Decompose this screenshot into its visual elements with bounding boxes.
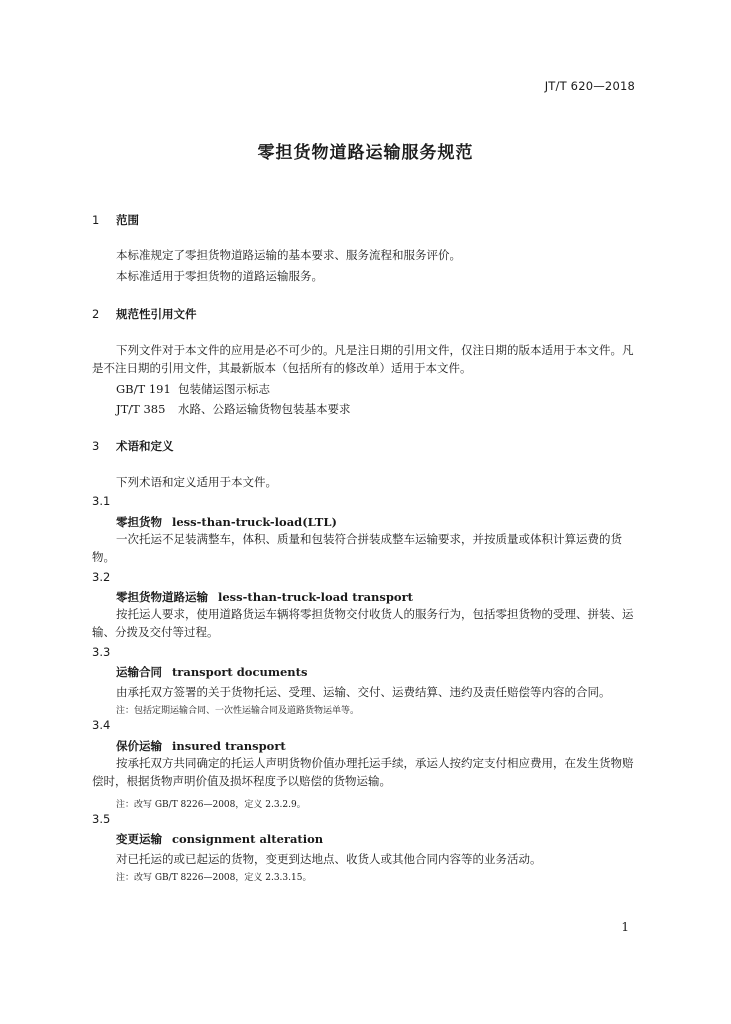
term-definition: 一次托运不足装满整车，体积、质量和包装符合拼装成整车运输要求，并按质量或体积计算运费的货物。 (92, 532, 622, 564)
clause-number: 3.3 (92, 645, 111, 659)
term-heading (116, 664, 307, 680)
section-title: 范围 (116, 213, 139, 227)
reference-title: 水路、公路运输货物包装基本要求 (178, 402, 351, 416)
document-title: 零担货物道路运输服务规范 (257, 143, 474, 163)
section-title: 术语和定义 (116, 439, 174, 453)
term-english: transport documents (172, 665, 308, 679)
section-heading-scope (92, 212, 139, 228)
scope-paragraph-1: 本标准规定了零担货物道路运输的基本要求、服务流程和服务评价。 (116, 248, 461, 262)
term-note: 注：改写 GB/T 8226—2008，定义 2.3.3.15。 (116, 873, 312, 883)
reference-item (116, 401, 351, 417)
clause-number: 3.4 (92, 718, 111, 732)
term-english: less-than-truck-load(LTL) (172, 515, 337, 529)
reference-item (116, 381, 270, 397)
term-chinese: 保价运输 (116, 739, 162, 753)
section-heading-terms (92, 438, 174, 454)
section-heading-references (92, 306, 197, 322)
term-chinese: 零担货物 (116, 515, 162, 529)
reference-code: GB/T 191 (116, 382, 171, 396)
term-heading (116, 514, 337, 530)
term-note: 注：包括定期运输合同、一次性运输合同及道路货物运单等。 (116, 706, 360, 716)
section-title: 规范性引用文件 (116, 307, 197, 321)
scope-paragraph-2: 本标准适用于零担货物的道路运输服务。 (116, 269, 323, 283)
clause-number: 3.5 (92, 812, 111, 826)
term-heading (116, 831, 323, 847)
section-number: 1 (92, 213, 100, 227)
term-definition: 按承托双方共同确定的托运人声明货物价值办理托运手续，承运人按约定支付相应费用，在发生货物赔偿时，根据货物声明价值及损坏程度予以赔偿的货物运输。 (92, 756, 634, 788)
term-heading (116, 589, 413, 605)
term-english: less-than-truck-load transport (218, 590, 413, 604)
term-english: insured transport (172, 739, 286, 753)
clause-number: 3.2 (92, 570, 111, 584)
section-number: 3 (92, 439, 100, 453)
term-chinese: 运输合同 (116, 665, 162, 679)
term-definition: 按托运人要求，使用道路货运车辆将零担货物交付收货人的服务行为，包括零担货物的受理、拼装、运输、分拨及交付等过程。 (92, 607, 634, 639)
standard-number: JT/T 620—2018 (544, 79, 635, 93)
term-chinese: 变更运输 (116, 832, 162, 846)
references-intro: 下列文件对于本文件的应用是必不可少的。凡是注日期的引用文件，仅注日期的版本适用于本文件。凡是不注日期的引用文件，其最新版本（包括所有的修改单）适用于本文件。 (92, 343, 634, 375)
clause-number: 3.1 (92, 494, 111, 508)
term-heading (116, 738, 286, 754)
reference-code: JT/T 385 (116, 402, 166, 416)
page-number: 1 (621, 920, 629, 934)
term-chinese: 零担货物道路运输 (116, 590, 208, 604)
section-number: 2 (92, 307, 100, 321)
terms-intro: 下列术语和定义适用于本文件。 (116, 475, 277, 489)
term-definition: 由承托双方签署的关于货物托运、受理、运输、交付、运费结算、违约及责任赔偿等内容的合同。 (116, 685, 611, 699)
reference-title: 包装储运图示标志 (178, 382, 270, 396)
term-definition: 对已托运的或已起运的货物，变更到达地点、收货人或其他合同内容等的业务活动。 (116, 852, 542, 866)
term-english: consignment alteration (172, 832, 324, 846)
term-note: 注：改写 GB/T 8226—2008，定义 2.3.2.9。 (116, 800, 306, 810)
